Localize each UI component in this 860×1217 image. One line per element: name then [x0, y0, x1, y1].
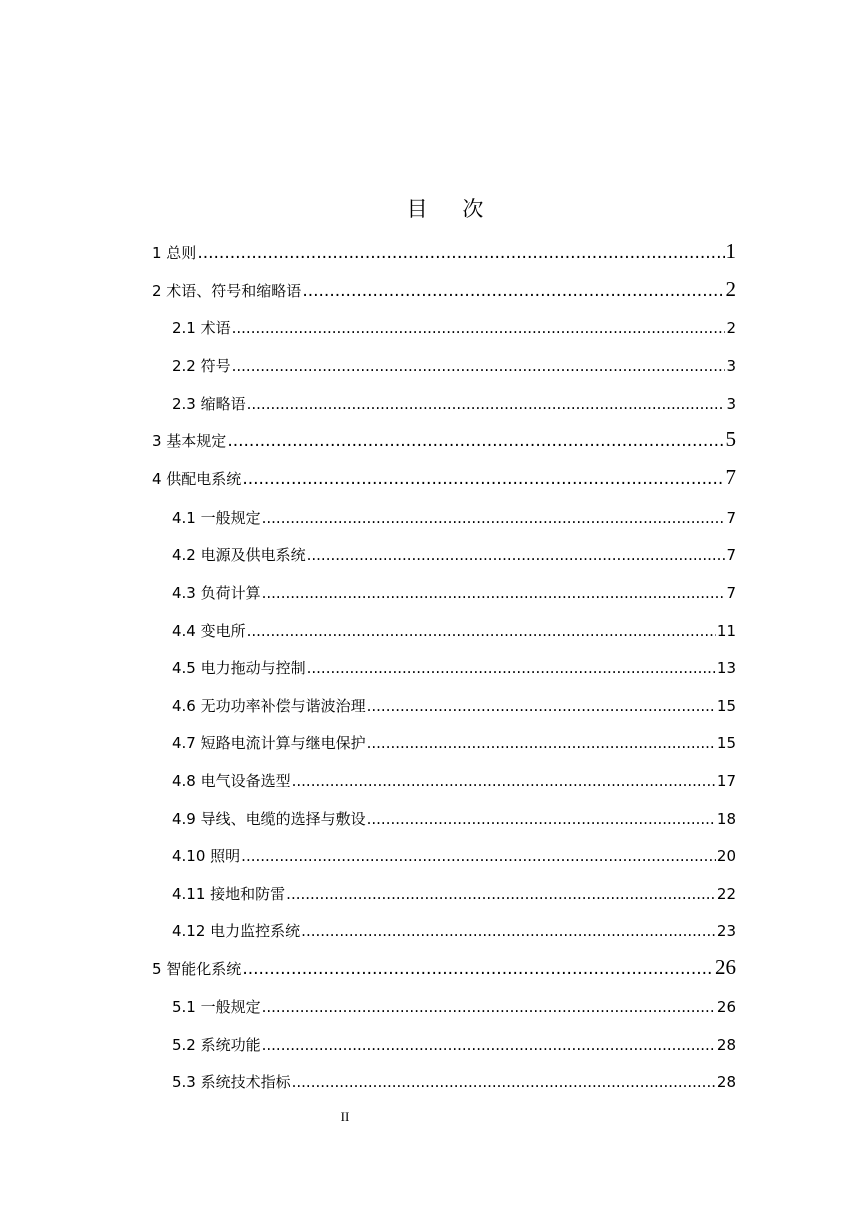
toc-entry-2-2[interactable]: [172, 355, 736, 376]
toc-entry-4-1[interactable]: [172, 507, 736, 528]
toc-entry-1[interactable]: [152, 239, 736, 264]
toc-entry-label: 2.1 术语: [172, 319, 231, 337]
toc-entry-label: 4.6 无功功率补偿与谐波治理: [172, 697, 366, 715]
toc-entry-page: 20: [716, 847, 736, 865]
toc-entry-label: 5 智能化系统: [152, 960, 242, 978]
toc-entry-label: 4.12 电力监控系统: [172, 922, 301, 940]
toc-entry-4[interactable]: [152, 465, 736, 490]
toc-entry-label: 5.1 一般规定: [172, 998, 261, 1016]
toc-entry-page: 3: [726, 395, 736, 413]
toc-entry-4-5[interactable]: [172, 657, 736, 678]
toc-entry-label: 4.3 负荷计算: [172, 584, 261, 602]
toc-entry-5[interactable]: [152, 955, 736, 980]
toc-entry-page: 26: [715, 955, 736, 979]
dot-leader: [262, 998, 716, 1016]
page-number: II: [340, 1109, 350, 1124]
toc-entry-page: 7: [726, 584, 736, 602]
toc-entry-label: 4.5 电力拖动与控制: [172, 659, 306, 677]
toc-entry-4-10[interactable]: [172, 845, 736, 866]
toc-entry-label: 5.2 系统功能: [172, 1036, 261, 1054]
dot-leader: [367, 734, 716, 752]
dot-leader: [232, 357, 726, 375]
dot-leader: [301, 922, 716, 940]
toc-entry-5-1[interactable]: [172, 996, 736, 1017]
toc-entry-label: 5.3 系统技术指标: [172, 1073, 291, 1091]
toc-entry-page: 28: [716, 1036, 736, 1054]
dot-leader: [307, 546, 726, 564]
dot-leader: [262, 584, 726, 602]
toc-entry-5-3[interactable]: [172, 1071, 736, 1092]
toc-title: 目 次: [406, 197, 498, 221]
toc-entry-page: 11: [716, 622, 736, 640]
dot-leader: [302, 281, 724, 301]
toc-entry-label: 2.2 符号: [172, 357, 231, 375]
dot-leader: [292, 1073, 716, 1091]
toc-entry-page: 5: [725, 427, 736, 451]
toc-entry-2-3[interactable]: [172, 393, 736, 414]
toc-entry-label: 4.4 变电所: [172, 622, 246, 640]
toc-entry-label: 2 术语、符号和缩略语: [152, 282, 302, 300]
toc-entry-label: 3 基本规定: [152, 432, 227, 450]
toc-entry-page: 7: [726, 509, 736, 527]
dot-leader: [367, 810, 716, 828]
dot-leader: [262, 1036, 716, 1054]
toc-entry-page: 28: [716, 1073, 736, 1091]
toc-entry-4-8[interactable]: [172, 770, 736, 791]
dot-leader: [227, 431, 724, 451]
toc-entry-page: 2: [725, 277, 736, 301]
toc-entry-page: 23: [716, 922, 736, 940]
toc-entry-label: 4.7 短路电流计算与继电保护: [172, 734, 366, 752]
dot-leader: [292, 772, 716, 790]
toc-entry-3[interactable]: [152, 427, 736, 452]
toc-entry-page: 26: [716, 998, 736, 1016]
dot-leader: [232, 319, 726, 337]
toc-entry-page: 15: [716, 697, 736, 715]
dot-leader: [197, 243, 724, 263]
toc-entry-2-1[interactable]: [172, 317, 736, 338]
toc-entry-label: 4.9 导线、电缆的选择与敷设: [172, 810, 366, 828]
toc-entry-page: 18: [716, 810, 736, 828]
dot-leader: [241, 847, 716, 865]
toc-entry-page: 15: [716, 734, 736, 752]
toc-entry-4-9[interactable]: [172, 808, 736, 829]
toc-entry-4-4[interactable]: [172, 620, 736, 641]
toc-entry-page: 17: [716, 772, 736, 790]
toc-entry-label: 1 总则: [152, 244, 197, 262]
toc-entry-page: 2: [726, 319, 736, 337]
toc-entry-page: 13: [716, 659, 736, 677]
toc-entry-4-11[interactable]: [172, 883, 736, 904]
toc-entry-page: 1: [725, 239, 736, 263]
dot-leader: [367, 697, 716, 715]
toc-entry-4-7[interactable]: [172, 732, 736, 753]
toc-entry-label: 4.8 电气设备选型: [172, 772, 291, 790]
toc-entry-4-2[interactable]: [172, 544, 736, 565]
toc-entry-label: 4.1 一般规定: [172, 509, 261, 527]
dot-leader: [247, 395, 726, 413]
toc-entry-5-2[interactable]: [172, 1034, 736, 1055]
dot-leader: [262, 509, 726, 527]
toc-entry-label: 2.3 缩略语: [172, 395, 246, 413]
toc-entry-page: 22: [716, 885, 736, 903]
toc-entry-label: 4.10 照明: [172, 847, 241, 865]
dot-leader: [242, 959, 714, 979]
toc-entry-page: 3: [726, 357, 736, 375]
toc-entry-page: 7: [725, 465, 736, 489]
toc-entry-label: 4.11 接地和防雷: [172, 885, 286, 903]
dot-leader: [242, 469, 724, 489]
dot-leader: [286, 885, 716, 903]
toc-entry-4-6[interactable]: [172, 695, 736, 716]
toc-entry-page: 7: [726, 546, 736, 564]
toc-entry-4-12[interactable]: [172, 920, 736, 941]
dot-leader: [247, 622, 716, 640]
toc-entry-2[interactable]: [152, 277, 736, 302]
dot-leader: [307, 659, 716, 677]
toc-entry-label: 4 供配电系统: [152, 470, 242, 488]
toc-entry-4-3[interactable]: [172, 582, 736, 603]
toc-entry-label: 4.2 电源及供电系统: [172, 546, 306, 564]
